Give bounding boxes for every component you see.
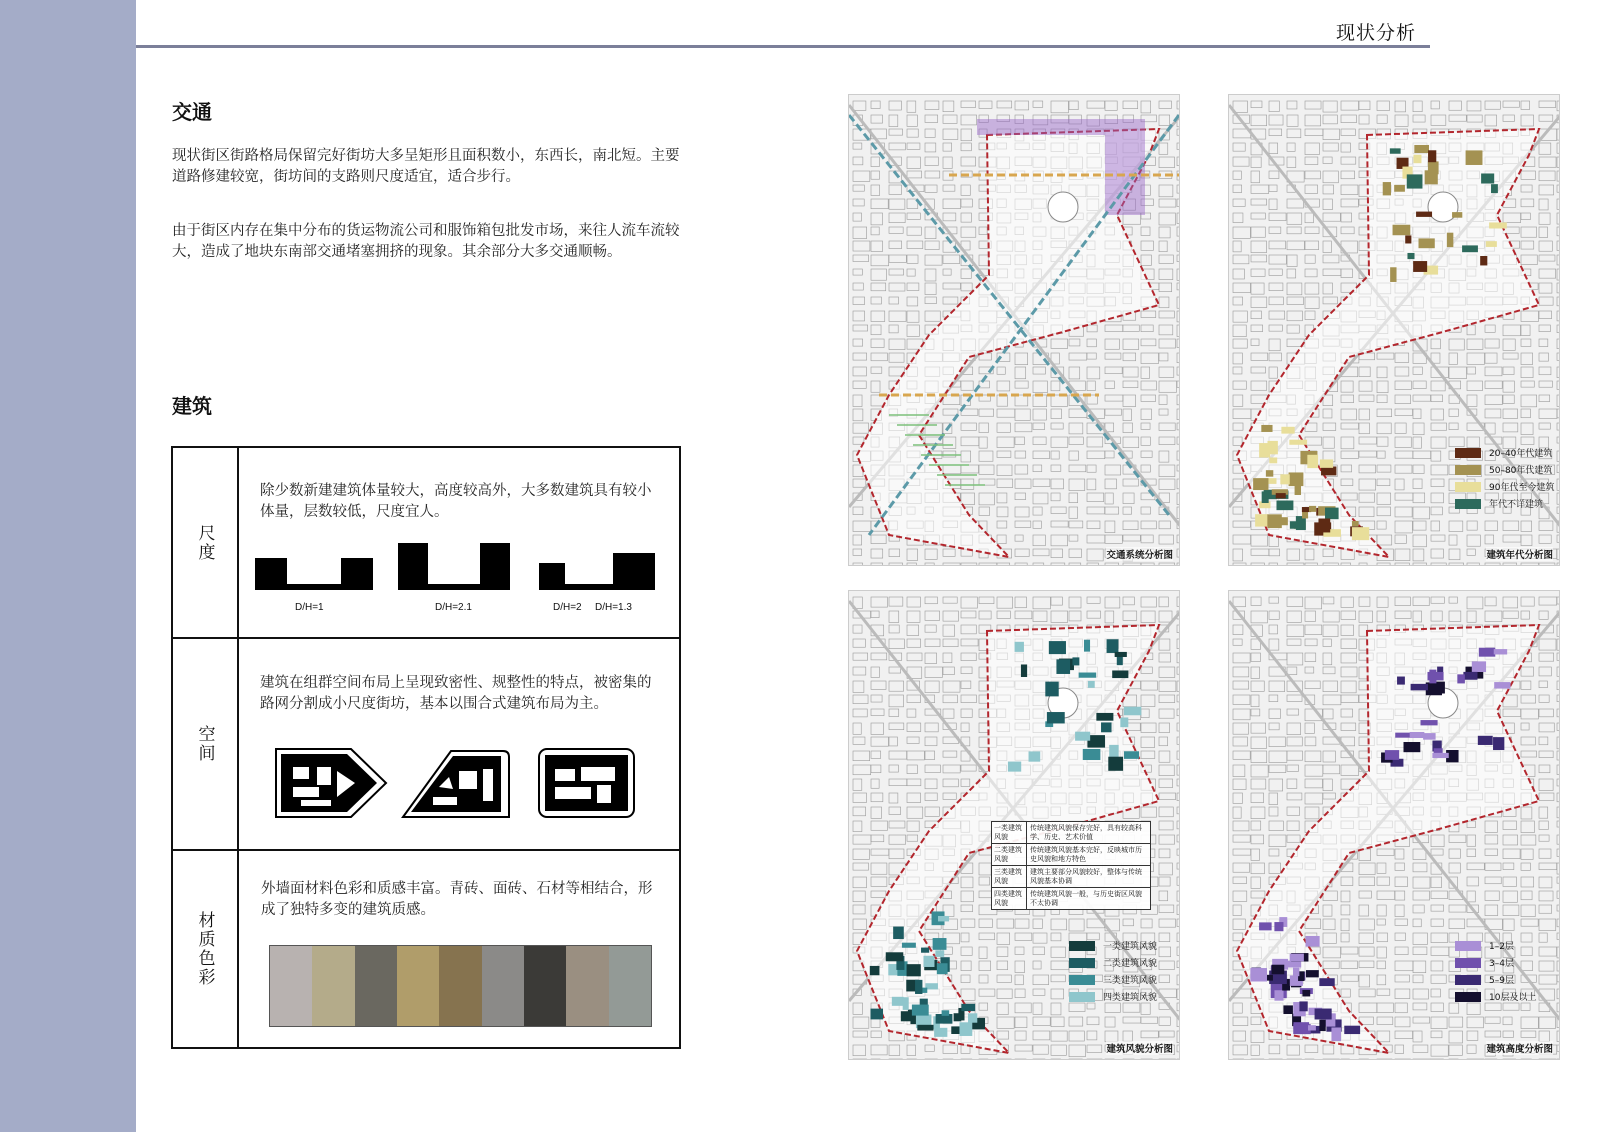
block-outline	[1539, 1059, 1556, 1060]
building-footprint	[959, 1022, 972, 1036]
traffic-paragraph-1: 现状街区街路格局保留完好街坊大多呈矩形且面积数小，东西长，南北短。主要道路修建较宽，街坊间的支路则尺度适宜，适合步行。	[172, 148, 680, 185]
building-footprint	[915, 980, 922, 994]
building-footprint	[917, 1025, 933, 1031]
building-footprint	[1079, 673, 1097, 678]
building-footprint	[1083, 749, 1101, 760]
block-outline	[1323, 1059, 1339, 1060]
block-outline	[1177, 1059, 1180, 1060]
space-text: 建筑在组群空间布局上呈现致密性、规整性的特点，被密集的路网分割成小尺度街坊，基本以围合式建筑布局为主。	[260, 675, 652, 712]
class-table-row	[992, 844, 1150, 866]
legend-item	[1069, 988, 1157, 1005]
material-text: 外墙面材料色彩和质感丰富。青砖、面砖、石材等相结合，形成了独特多变的建筑质感。	[261, 881, 653, 918]
building-footprint	[1319, 1020, 1325, 1031]
age-map-caption: 建筑年代分析图	[1486, 547, 1553, 561]
building-footprint	[1101, 722, 1112, 732]
legend-swatch	[1069, 958, 1095, 968]
block-outline	[1305, 1059, 1314, 1060]
building-footprint	[1428, 161, 1439, 174]
building-footprint	[1109, 745, 1118, 759]
traffic-map-drawing	[849, 95, 1180, 566]
roundabout	[1048, 192, 1078, 222]
block-outline	[1557, 1059, 1560, 1060]
building-footprint	[1405, 235, 1411, 243]
building-footprint	[1274, 990, 1283, 1000]
building-footprint	[1302, 990, 1310, 997]
class-table-row	[992, 866, 1150, 888]
block-outline	[925, 1059, 937, 1060]
building-footprint	[1320, 459, 1333, 467]
dh-label-1: D/H=1	[295, 602, 324, 613]
building-footprint	[1120, 717, 1128, 727]
building-footprint	[1306, 970, 1319, 977]
building-footprint	[1286, 961, 1302, 968]
table-row-material	[173, 851, 679, 1047]
building-footprint	[1269, 457, 1277, 463]
block-outline	[1233, 1059, 1244, 1060]
building-footprint	[1407, 253, 1414, 259]
table-row-scale	[173, 448, 679, 639]
building-footprint	[1253, 478, 1268, 490]
block-outline	[1395, 1059, 1410, 1060]
block-outline	[997, 1059, 1011, 1060]
building-footprint	[934, 1028, 947, 1037]
material-swatch	[312, 946, 354, 1026]
left-sidebar-band	[0, 0, 136, 1132]
legend-item	[1069, 971, 1157, 988]
building-footprint	[1493, 737, 1504, 750]
block-outline	[1087, 1059, 1102, 1060]
building-footprint	[1447, 233, 1453, 247]
class-name: 四类建筑风貌	[992, 888, 1027, 909]
legend-swatch	[1455, 941, 1481, 951]
material-swatch	[609, 946, 651, 1026]
row-label-material: 材质色彩	[173, 851, 239, 1047]
building-footprint	[870, 966, 880, 975]
building-footprint	[1416, 212, 1432, 217]
building-footprint	[1318, 519, 1330, 533]
building-footprint	[1281, 427, 1294, 434]
legend-swatch	[1455, 448, 1481, 458]
class-desc: 传统建筑风貌保存完好，具有较高科学、历史、艺术价值	[1030, 824, 1142, 841]
legend-label: 1–2层	[1489, 942, 1514, 952]
building-footprint	[1029, 751, 1041, 761]
legend-swatch	[1455, 975, 1481, 985]
header-rule	[136, 45, 1430, 48]
legend-label: 3–4层	[1489, 959, 1514, 969]
building-footprint	[1489, 222, 1507, 228]
block-outline	[1105, 1059, 1114, 1060]
building-footprint	[1413, 155, 1421, 163]
building-footprint	[1276, 493, 1286, 498]
building-footprint	[1280, 474, 1289, 484]
building-footprint	[954, 1013, 962, 1021]
legend-item	[1455, 478, 1554, 495]
block-outline	[1449, 1059, 1458, 1060]
legend-item	[1069, 937, 1157, 954]
building-footprint	[1267, 441, 1277, 454]
building-footprint	[1463, 672, 1477, 680]
material-swatch	[397, 946, 439, 1026]
building-footprint	[1383, 182, 1391, 195]
building-footprint	[1390, 267, 1396, 282]
building-footprint	[1276, 500, 1293, 510]
building-footprint	[1385, 750, 1399, 760]
building-footprint	[893, 927, 904, 939]
building-footprint	[1047, 712, 1065, 723]
building-footprint	[1295, 482, 1301, 495]
building-footprint	[1426, 682, 1442, 695]
legend-item	[1069, 954, 1157, 971]
building-footprint	[1272, 965, 1285, 975]
building-footprint	[1124, 707, 1141, 716]
height-legend	[1455, 937, 1536, 1005]
building-footprint	[1478, 736, 1493, 745]
building-footprint	[1049, 641, 1066, 654]
class-desc: 传统建筑风貌一般，与历史街区风貌不太协调	[1030, 890, 1142, 907]
legend-label: 年代不详建筑	[1489, 500, 1544, 510]
style-map	[848, 590, 1180, 1060]
traffic-map	[848, 94, 1180, 566]
building-footprint	[1491, 184, 1498, 193]
block-outline	[853, 1059, 867, 1060]
building-footprint	[1115, 652, 1127, 657]
legend-swatch	[1455, 499, 1481, 509]
building-footprint	[1394, 185, 1405, 192]
building-footprint	[892, 997, 904, 1006]
building-footprint	[1452, 212, 1462, 218]
building-footprint	[1407, 174, 1423, 188]
block-plan-diagrams	[273, 745, 653, 820]
legend-label: 20–40年代建筑	[1489, 449, 1553, 459]
building-footprint	[961, 1004, 975, 1011]
class-table-row	[992, 888, 1150, 909]
legend-item	[1455, 988, 1536, 1005]
building-footprint	[1306, 936, 1320, 947]
building-footprint	[1413, 261, 1427, 272]
legend-item	[1455, 954, 1536, 971]
block-outline	[1251, 1059, 1264, 1060]
building-footprint	[923, 956, 934, 967]
class-desc: 建筑主要部分风貌较好，整体与传统风貌基本协调	[1030, 868, 1142, 885]
building-footprint	[870, 1009, 883, 1020]
building-footprint	[1315, 1009, 1332, 1020]
legend-label: 一类建筑风貌	[1103, 942, 1158, 952]
building-footprint	[1045, 682, 1058, 697]
material-swatch	[355, 946, 397, 1026]
building-footprint	[933, 938, 947, 950]
building-footprint	[1107, 639, 1119, 653]
building-footprint	[968, 1013, 977, 1022]
block-outline	[1051, 1059, 1061, 1060]
building-footprint	[1457, 674, 1465, 683]
building-footprint	[1289, 440, 1307, 445]
building-footprint	[1267, 514, 1281, 528]
building-footprint	[1479, 648, 1495, 657]
dh-section-diagram	[255, 543, 665, 603]
block-outline	[961, 1059, 972, 1060]
legend-item	[1455, 461, 1554, 478]
building-footprint	[1124, 751, 1139, 759]
traffic-heading: 交通	[172, 100, 212, 124]
height-map	[1228, 590, 1560, 1060]
legend-item	[1455, 937, 1536, 954]
class-name: 三类建筑风貌	[992, 866, 1027, 887]
block-outline	[1359, 1059, 1368, 1060]
building-footprint	[1331, 1027, 1341, 1041]
building-footprint	[1309, 506, 1316, 512]
building-footprint	[1411, 684, 1428, 691]
dh-label-4: D/H=1.3	[595, 602, 632, 613]
block-outline	[1159, 1059, 1176, 1060]
page-title: 现状分析	[1336, 22, 1417, 44]
block-outline	[1341, 1059, 1349, 1060]
building-footprint	[1344, 1026, 1360, 1034]
building-footprint	[1117, 656, 1123, 665]
building-footprint	[1432, 753, 1448, 758]
dh-label-2: D/H=2.1	[435, 602, 472, 613]
block-outline	[943, 1059, 953, 1060]
class-table-row	[992, 822, 1150, 844]
legend-label: 50–80年代建筑	[1489, 466, 1553, 476]
building-footprint	[921, 948, 929, 953]
class-name: 一类建筑风貌	[992, 822, 1027, 843]
legend-item	[1455, 444, 1554, 461]
building-footprint	[1262, 491, 1269, 503]
building-footprint	[1290, 521, 1300, 528]
block-outline	[979, 1059, 988, 1060]
legend-swatch	[1455, 465, 1481, 475]
dh-label-3: D/H=2	[553, 602, 582, 613]
building-footprint	[1414, 145, 1429, 153]
building-footprint	[1250, 968, 1267, 981]
building-footprint	[1290, 954, 1304, 962]
building-footprint	[1352, 527, 1369, 540]
building-heading: 建筑	[172, 394, 212, 418]
block-outline	[1377, 1059, 1392, 1060]
block-outline	[1521, 1059, 1531, 1060]
building-footprint	[1015, 642, 1024, 652]
building-footprint	[1472, 661, 1486, 672]
building-footprint	[1261, 425, 1272, 432]
building-footprint	[935, 950, 944, 957]
class-desc: 传统建筑风貌基本完好，反映城市历史风貌和地方特色	[1030, 846, 1142, 863]
block-outline	[1467, 1059, 1484, 1060]
building-footprint	[1393, 225, 1411, 236]
traffic-map-caption: 交通系统分析图	[1106, 547, 1173, 561]
traffic-paragraph-2: 由于街区内存在集中分布的货运物流公司和服饰箱包批发市场，来往人流车流较大，造成了地块东南部交通堵塞拥挤的现象。其余部分大多交通顺畅。	[172, 223, 680, 260]
material-color-swatches	[269, 945, 652, 1027]
block-outline	[1485, 1059, 1497, 1060]
block-outline	[1123, 1059, 1134, 1060]
material-swatch	[270, 946, 312, 1026]
legend-swatch	[1455, 992, 1481, 1002]
material-swatch	[524, 946, 566, 1026]
building-footprint	[1421, 720, 1438, 725]
legend-label: 90年代至今建筑	[1489, 483, 1555, 493]
block-outline	[1015, 1059, 1026, 1060]
row-label-scale: 尺度	[173, 448, 239, 637]
building-footprint	[942, 1010, 950, 1016]
building-footprint	[1255, 514, 1268, 526]
legend-swatch	[1455, 482, 1481, 492]
block-outline	[907, 1059, 916, 1060]
block-outline	[1431, 1059, 1443, 1060]
legend-swatch	[1069, 975, 1095, 985]
building-footprint	[1299, 1001, 1307, 1011]
building-footprint	[1072, 657, 1079, 665]
building-footprint	[1423, 733, 1436, 740]
legend-item	[1455, 971, 1536, 988]
height-map-caption: 建筑高度分析图	[1486, 1041, 1553, 1055]
building-footprint	[1428, 150, 1436, 162]
building-footprint	[1021, 664, 1027, 677]
row-label-space: 空间	[173, 639, 239, 849]
building-footprint	[1480, 256, 1487, 265]
legend-swatch	[1069, 941, 1095, 951]
building-footprint	[1403, 742, 1420, 752]
building-footprint	[1481, 173, 1494, 183]
legend-label: 四类建筑风貌	[1103, 993, 1158, 1003]
building-footprint	[1084, 640, 1090, 652]
building-footprint	[1075, 732, 1090, 741]
material-swatch	[482, 946, 524, 1026]
material-swatch	[439, 946, 481, 1026]
building-footprint	[1462, 245, 1478, 252]
building-footprint	[1056, 659, 1070, 674]
scale-text: 除少数新建建筑体量较大，高度较高外，大多数建筑具有较小体量，层数较低，尺度宜人。	[260, 483, 652, 520]
building-footprint	[1397, 677, 1405, 685]
building-footprint	[1352, 521, 1359, 526]
building-footprint	[1259, 922, 1272, 930]
class-name: 二类建筑风貌	[992, 844, 1027, 865]
building-footprint	[1112, 670, 1128, 678]
building-footprint	[907, 964, 921, 976]
building-footprint	[1088, 681, 1095, 688]
style-map-caption: 建筑风貌分析图	[1106, 1041, 1173, 1055]
building-table	[171, 446, 681, 1049]
building-footprint	[1494, 682, 1510, 688]
legend-label: 三类建筑风貌	[1103, 976, 1158, 986]
style-legend	[1069, 937, 1157, 1005]
block-outline	[1413, 1059, 1431, 1060]
building-footprint	[912, 1005, 929, 1016]
building-footprint	[937, 963, 948, 974]
building-footprint	[886, 952, 904, 961]
building-footprint	[902, 943, 916, 948]
building-footprint	[1307, 455, 1318, 468]
legend-item	[1455, 495, 1554, 512]
material-swatch	[566, 946, 608, 1026]
building-footprint	[1266, 470, 1273, 477]
building-footprint	[938, 916, 949, 921]
building-footprint	[1325, 508, 1339, 520]
building-footprint	[1308, 1025, 1316, 1030]
building-footprint	[1008, 762, 1021, 772]
building-footprint	[1486, 241, 1497, 247]
building-footprint	[1390, 148, 1401, 153]
legend-swatch	[1069, 992, 1095, 1002]
building-footprint	[1494, 649, 1507, 654]
building-footprint	[1108, 757, 1123, 771]
building-footprint	[1410, 732, 1425, 738]
legend-swatch	[1455, 958, 1481, 968]
legend-label: 二类建筑风貌	[1103, 959, 1158, 969]
building-footprint	[903, 997, 909, 1010]
building-footprint	[1319, 978, 1334, 986]
block-outline	[1503, 1059, 1516, 1060]
building-footprint	[1293, 968, 1299, 976]
building-footprint	[1283, 1005, 1292, 1014]
building-footprint	[1427, 672, 1443, 680]
building-footprint	[1418, 238, 1434, 248]
block-outline	[871, 1059, 880, 1060]
building-footprint	[1466, 150, 1483, 165]
legend-label: 10层及以上	[1489, 993, 1537, 1003]
block-outline	[1269, 1059, 1282, 1060]
block-outline	[889, 1059, 902, 1060]
legend-label: 5–9层	[1489, 976, 1514, 986]
building-footprint	[1096, 713, 1113, 721]
block-outline	[1141, 1059, 1152, 1060]
congestion-zone	[977, 119, 1145, 135]
age-legend	[1455, 444, 1554, 512]
style-class-table	[991, 821, 1151, 910]
table-row-space	[173, 639, 679, 851]
block-outline	[1069, 1059, 1082, 1060]
block-outline	[1287, 1059, 1302, 1060]
block-outline	[1033, 1059, 1045, 1060]
building-footprint	[1274, 922, 1283, 931]
age-map	[1228, 94, 1560, 566]
